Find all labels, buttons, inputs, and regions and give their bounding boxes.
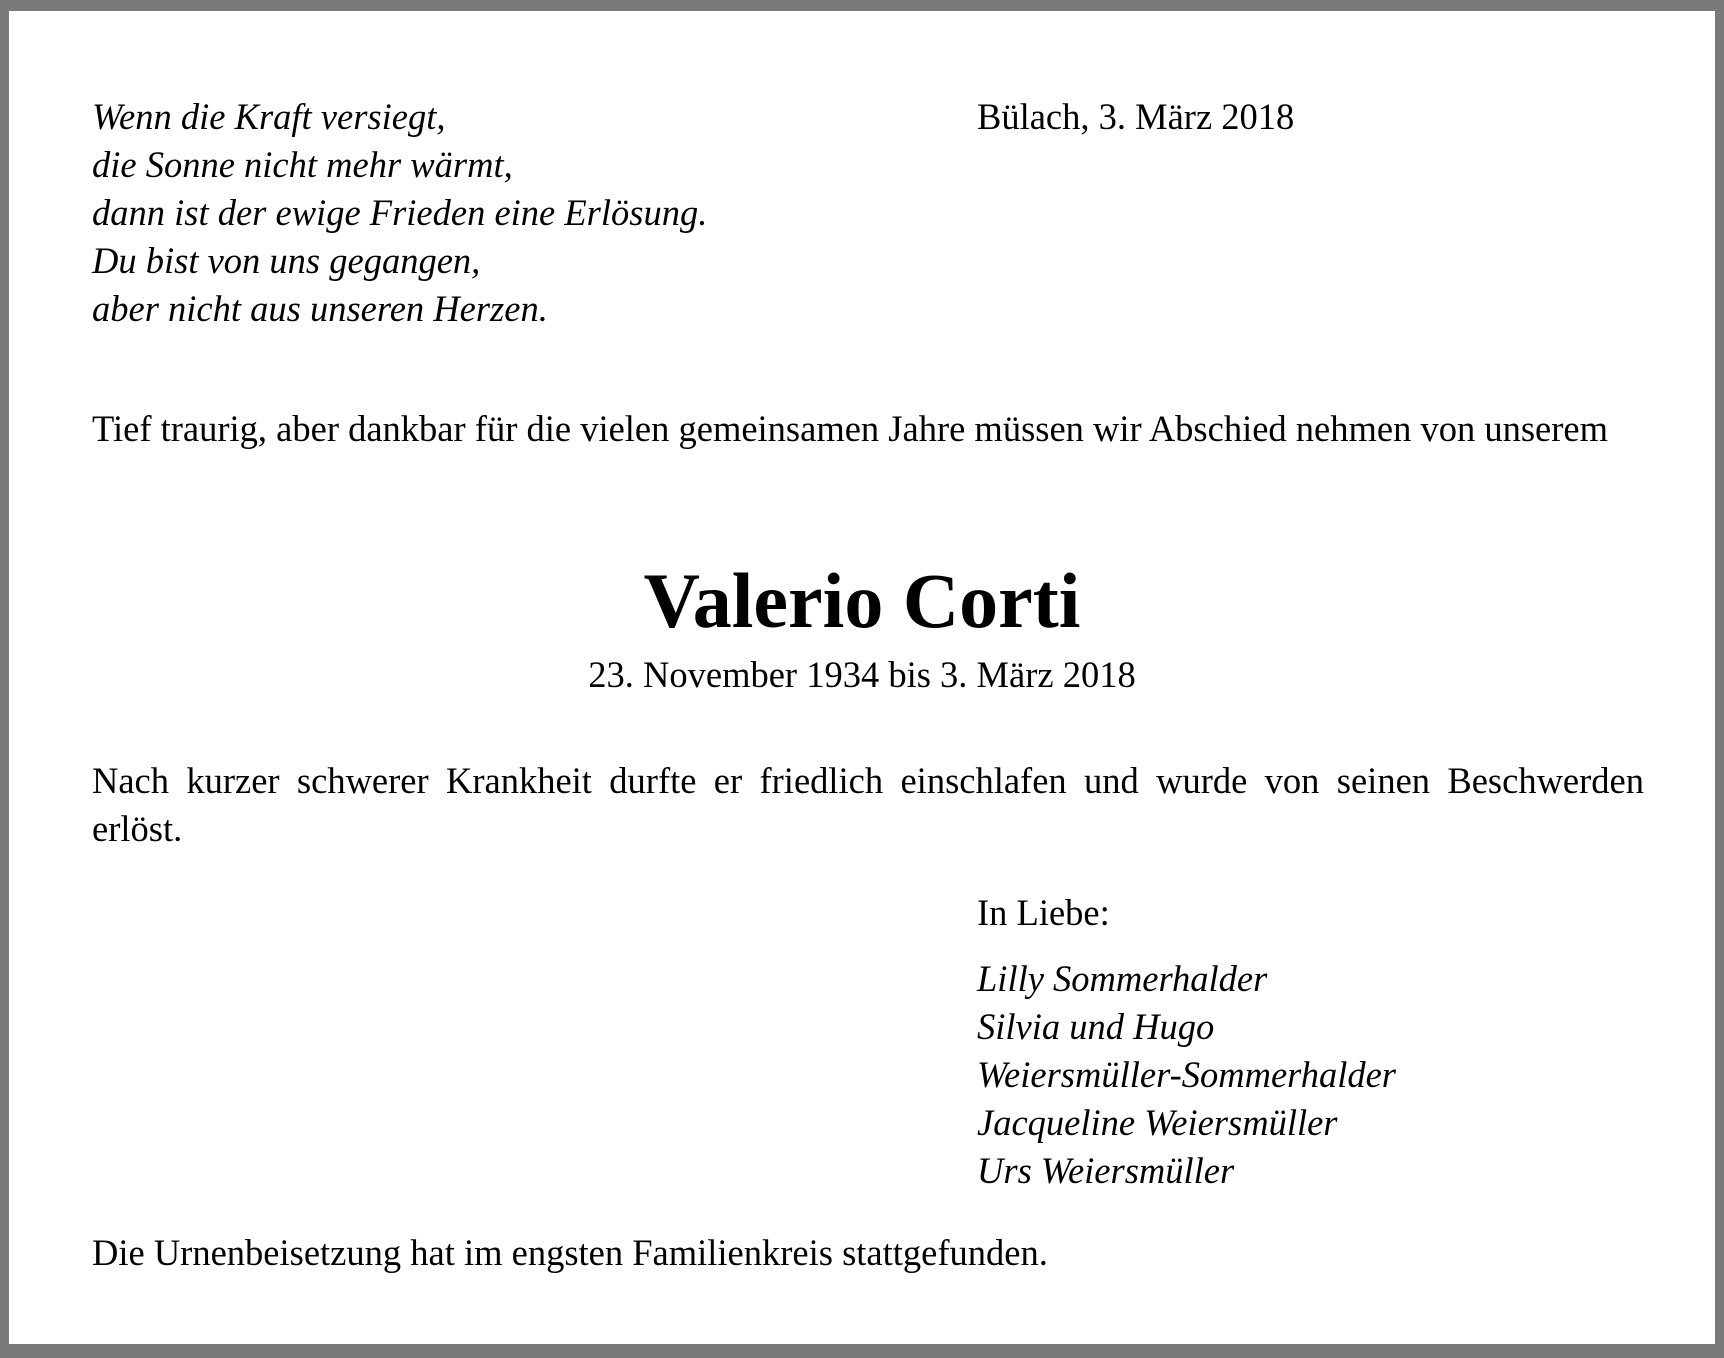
mourner-name: Lilly Sommerhalder: [977, 958, 1268, 999]
mourner-name: Jacqueline Weiersmüller: [977, 1102, 1338, 1143]
mourner-name: Weiersmüller-Sommerhalder: [977, 1054, 1396, 1095]
poem-line: dann ist der ewige Frieden eine Erlösung.: [92, 192, 708, 233]
poem-line: die Sonne nicht mehr wärmt,: [92, 144, 513, 185]
poem-verse: [92, 93, 707, 333]
illness-paragraph: Nach kurzer schwerer Krankheit durfte er friedlich einschlafen und wurde von seinen Beschwerden erlöst.: [92, 760, 1644, 849]
mourner-name: Urs Weiersmüller: [977, 1150, 1235, 1191]
intro-paragraph: Tief traurig, aber dankbar für die vielen gemeinsamen Jahre müssen wir Abschied nehmen von unserem: [92, 408, 1608, 449]
mourners-list: [977, 955, 1396, 1195]
deceased-name: Valerio Corti: [643, 557, 1081, 644]
poem-line: Du bist von uns gegangen,: [92, 240, 481, 281]
poem-line: Wenn die Kraft versiegt,: [92, 96, 446, 137]
life-dates: 23. November 1934 bis 3. März 2018: [588, 654, 1136, 695]
place-and-date: Bülach, 3. März 2018: [977, 96, 1295, 137]
signoff-label: In Liebe:: [977, 892, 1110, 933]
burial-note: Die Urnenbeisetzung hat im engsten Familienkreis stattgefunden.: [92, 1232, 1048, 1273]
poem-line: aber nicht aus unseren Herzen.: [92, 288, 548, 329]
mourner-name: Silvia und Hugo: [977, 1006, 1215, 1047]
obituary-notice: [9, 11, 1715, 1344]
